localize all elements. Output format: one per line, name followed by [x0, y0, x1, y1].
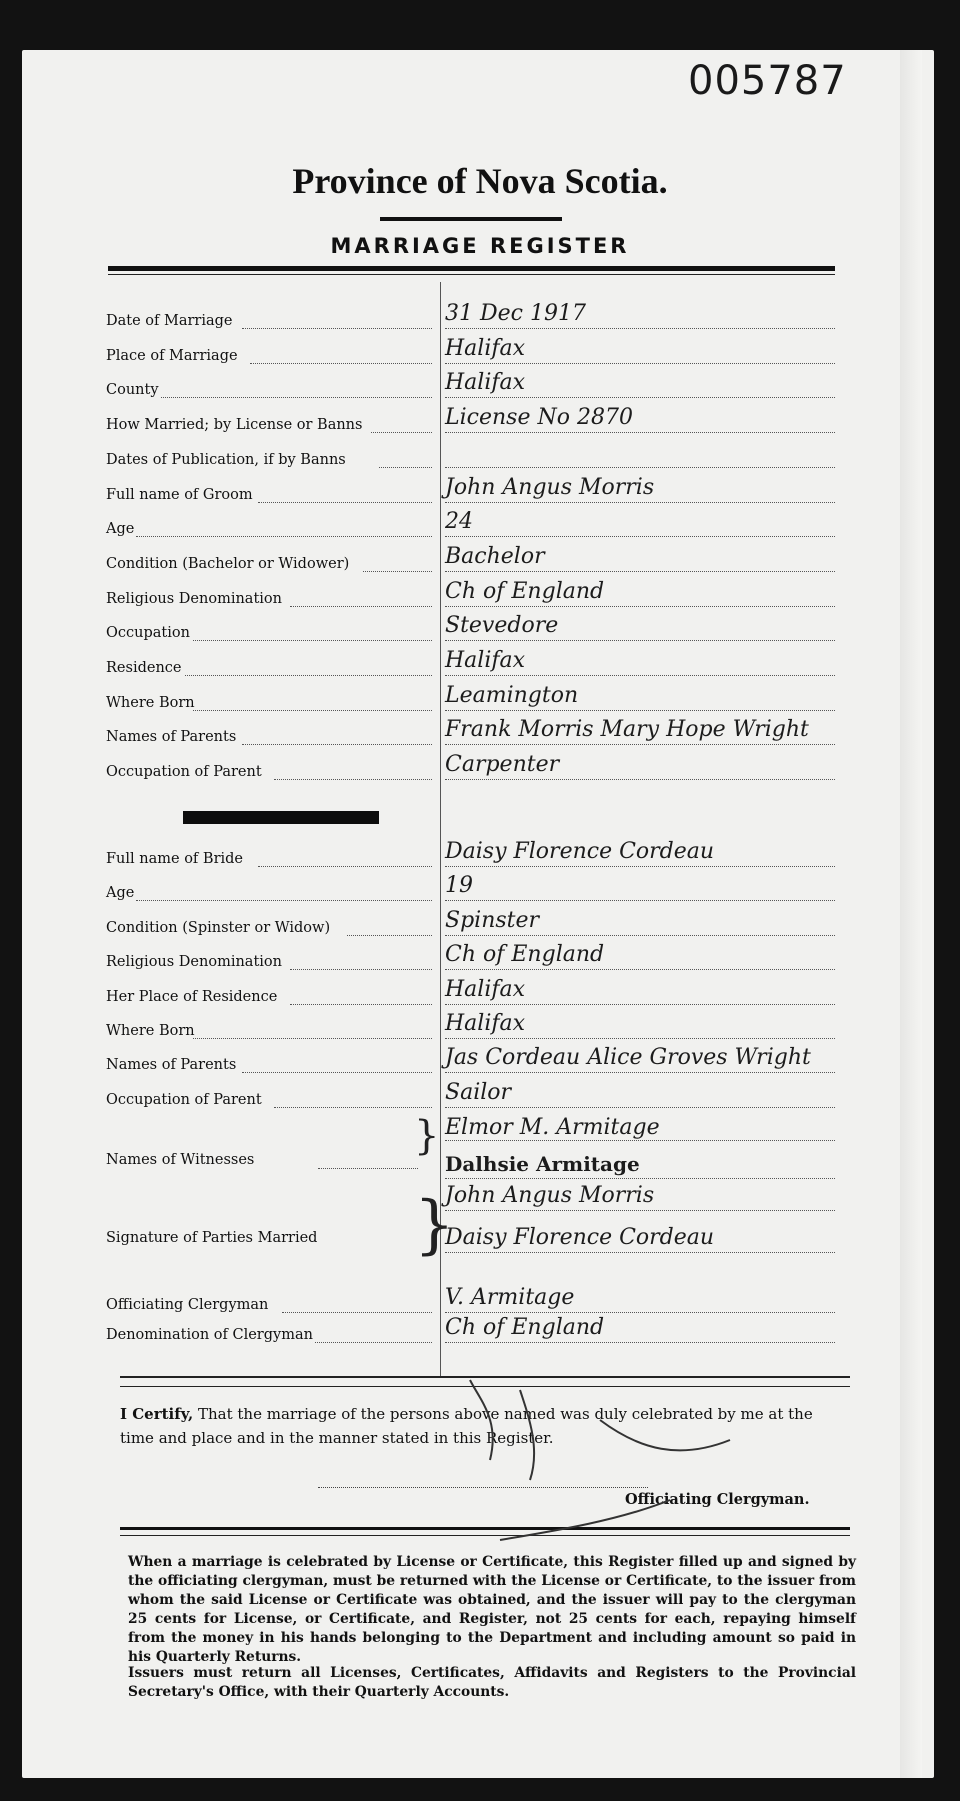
- groom-field-label-11: Where Born: [106, 694, 195, 711]
- bride-field-value-1: 19: [445, 873, 473, 899]
- bride-field-value-2: Spinster: [445, 907, 540, 933]
- witnesses-label: Names of Witnesses: [106, 1152, 255, 1168]
- bride-field-value-3: Ch of England: [445, 942, 605, 968]
- clergy-field-value-1: Ch of England: [445, 1315, 605, 1340]
- groom-field-value-10: Halifax: [445, 648, 526, 673]
- bride-field-label-2: Condition (Spinster or Widow): [106, 919, 331, 936]
- groom-field-label-4: Dates of Publication, if by Banns: [106, 451, 346, 468]
- bride-field-value-7: Sailor: [445, 1079, 512, 1105]
- signatures-label: Signature of Parties Married: [106, 1230, 318, 1246]
- bride-field-label-1: Age: [106, 885, 135, 902]
- groom-field-value-8: Ch of England: [445, 578, 605, 604]
- groom-field-label-3: How Married; by License or Banns: [106, 417, 363, 434]
- bride-field-label-6: Names of Parents: [106, 1057, 237, 1074]
- groom-field-label-5: Full name of Groom: [106, 486, 253, 503]
- bride-field-value-0: Daisy Florence Cordeau: [445, 839, 715, 864]
- groom-field-label-2: County: [106, 382, 159, 399]
- clergy-field-label-1: Denomination of Clergyman: [106, 1327, 313, 1343]
- groom-field-value-0: 31 Dec 1917: [445, 301, 586, 326]
- bride-field-label-5: Where Born: [106, 1023, 195, 1039]
- groom-field-label-12: Names of Parents: [106, 729, 237, 746]
- clergy-field-value-0: V. Armitage: [445, 1285, 575, 1310]
- groom-field-value-7: Bachelor: [445, 543, 545, 569]
- certify-lead: I Certify,: [120, 1405, 194, 1423]
- document-title: Province of Nova Scotia.: [292, 161, 668, 201]
- groom-field-label-7: Condition (Bachelor or Widower): [106, 555, 350, 572]
- signature-bride-value: Daisy Florence Cordeau: [445, 1225, 715, 1250]
- groom-field-value-1: Halifax: [445, 335, 526, 361]
- groom-field-label-6: Age: [106, 521, 135, 538]
- certify-body: That the marriage of the persons above named was duly celebrated by me at the time and place and in the manner stated in this Register.: [120, 1405, 813, 1447]
- clergy-field-label-0: Officiating Clergyman: [106, 1297, 269, 1313]
- groom-field-value-9: Stevedore: [445, 613, 559, 639]
- bride-field-label-4: Her Place of Residence: [106, 988, 278, 1005]
- groom-field-label-13: Occupation of Parent: [106, 764, 262, 781]
- groom-field-value-11: Leamington: [445, 682, 579, 708]
- issuer-instructions-paragraph: Issuers must return all Licenses, Certificates, Affidavits and Registers to the Provincial Secretary's Office, with their Quarterly Accounts.: [128, 1665, 856, 1700]
- groom-field-label-1: Place of Marriage: [106, 347, 238, 364]
- groom-field-label-9: Occupation: [106, 625, 190, 642]
- groom-field-label-8: Religious Denomination: [106, 590, 282, 607]
- clergy-signature-strokes: [470, 1380, 730, 1540]
- bride-field-value-4: Halifax: [445, 976, 526, 1002]
- bride-field-label-0: Full name of Bride: [106, 851, 243, 867]
- bride-field-label-3: Religious Denomination: [106, 954, 282, 971]
- document-subtitle: MARRIAGE REGISTER: [330, 234, 630, 258]
- bride-field-label-7: Occupation of Parent: [106, 1091, 262, 1108]
- groom-field-label-10: Residence: [106, 660, 182, 676]
- officiating-clergyman-label: Officiating Clergyman.: [625, 1491, 810, 1508]
- witness-1-value: Elmor M. Armitage: [445, 1115, 660, 1140]
- groom-field-value-3: License No 2870: [445, 405, 633, 431]
- groom-field-value-12: Frank Morris Mary Hope Wright: [445, 717, 809, 743]
- witnesses-brace: }: [414, 1113, 440, 1159]
- instructions-paragraph: When a marriage is celebrated by License or Certificate, this Register filled up and signed by the officiating clergyman, must be returned with the License or Certificate, to the issuer from whom the said License or Certificate was obtained, and the issuer will pay to the clergyman 25 cents for License, or Certificate, and Register, not 25 cents for each, repaying himself from the money in his hands belonging to the Department and including amount so paid in his Quarterly Returns.: [128, 1554, 856, 1665]
- groom-field-value-13: Carpenter: [445, 752, 560, 778]
- groom-field-value-6: 24: [445, 509, 473, 535]
- signatures-brace: }: [414, 1188, 455, 1262]
- groom-field-label-0: Date of Marriage: [106, 313, 233, 329]
- bride-field-value-6: Jas Cordeau Alice Groves Wright: [445, 1045, 811, 1071]
- groom-field-value-5: John Angus Morris: [445, 474, 655, 500]
- bride-field-value-5: Halifax: [445, 1011, 526, 1036]
- witness-2-value: Dalhsie Armitage: [445, 1152, 640, 1176]
- groom-field-value-2: Halifax: [445, 370, 526, 396]
- signature-groom-value: John Angus Morris: [445, 1183, 655, 1208]
- serial-number: 005787: [688, 58, 847, 104]
